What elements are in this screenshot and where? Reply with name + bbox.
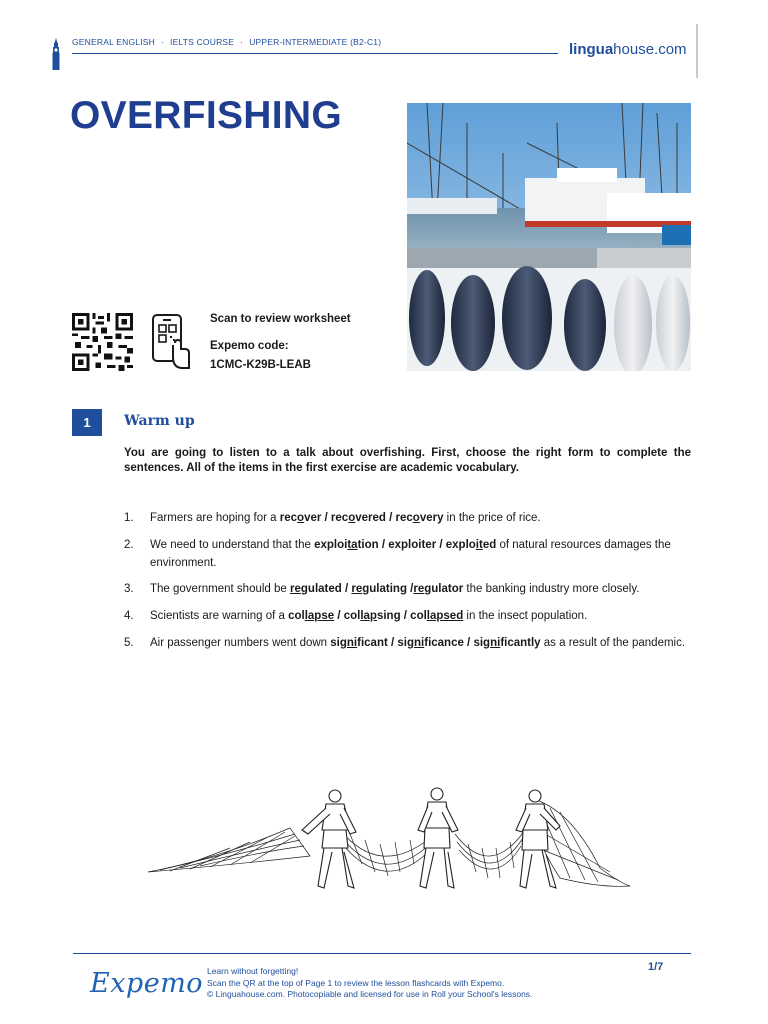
brand-logo[interactable] xyxy=(569,41,687,58)
stress-mark: ni xyxy=(414,637,425,649)
stress-mark: lapsed xyxy=(426,610,464,622)
exercise-item xyxy=(124,509,691,527)
harbour-photo xyxy=(407,103,691,371)
sentence-end: in the insect population. xyxy=(463,610,588,622)
choice-part: g xyxy=(300,583,308,595)
word-choices[interactable] xyxy=(290,583,463,595)
sentence-start: Air passenger numbers went down xyxy=(150,637,331,649)
stress-mark: o xyxy=(297,512,305,524)
sentence-start: The government should be xyxy=(150,583,291,595)
breadcrumb-level[interactable]: UPPER-INTERMEDIATE (B2-C1) xyxy=(249,37,382,47)
phone-scan-icon xyxy=(151,313,191,371)
choice-part: sing / col xyxy=(376,610,427,622)
exercise-number: 1. xyxy=(124,512,134,524)
sentence-start: Scientists are warning of a xyxy=(150,610,289,622)
stress-mark: re xyxy=(351,583,363,595)
stress-mark: o xyxy=(348,512,356,524)
exercise-number: 4. xyxy=(124,610,134,622)
choice-part: gulating / xyxy=(362,583,414,595)
exercise-item xyxy=(124,536,691,572)
section-instructions: You are going to listen to a talk about overfishing. First, choose the right form to complete the sentences. All of the items in the first exercise are academic vocabulary. xyxy=(124,447,691,474)
breadcrumb-ielts-course[interactable]: IELTS COURSE xyxy=(170,37,235,47)
stress-mark: lapse xyxy=(304,610,335,622)
choice-part: col xyxy=(288,610,305,622)
brand-divider xyxy=(696,24,698,78)
exercise-item xyxy=(124,634,691,652)
choice-part: exploi xyxy=(314,539,348,551)
stress-mark: ni xyxy=(490,637,501,649)
sentence-end: as a result of the pandemic. xyxy=(540,637,686,649)
exercise-item xyxy=(124,607,691,625)
exercise-list xyxy=(124,509,691,660)
breadcrumb-general-english[interactable]: GENERAL ENGLISH xyxy=(72,37,155,47)
sentence-end: the banking industry more closely. xyxy=(463,583,640,595)
page-number: 1/7 xyxy=(648,961,664,973)
choice-part: ulated / xyxy=(307,583,352,595)
expemo-code-value: 1CMC-K29B-LEAB xyxy=(210,359,311,371)
stress-mark: it xyxy=(475,539,483,551)
breadcrumb-separator: · xyxy=(161,37,165,47)
exercise-number: 2. xyxy=(124,539,134,551)
choice-part: ter / explo xyxy=(421,539,476,551)
section-title: Warm up xyxy=(124,413,195,429)
exercise-number: 5. xyxy=(124,637,134,649)
exercise-sentence xyxy=(150,607,691,625)
choice-part: sig xyxy=(330,637,347,649)
stress-mark: ta xyxy=(347,539,358,551)
page-title: OVERFISHING xyxy=(70,94,342,137)
choice-part: very xyxy=(419,512,444,524)
choice-part: ed xyxy=(482,539,497,551)
choice-part: ficantly xyxy=(500,637,541,649)
word-choices[interactable] xyxy=(314,539,496,551)
stress-mark: re xyxy=(413,583,425,595)
word-choices[interactable] xyxy=(280,512,444,524)
section-number: 1 xyxy=(72,409,102,436)
brand-logo-bold: lingua xyxy=(569,41,614,58)
scan-label: Scan to review worksheet xyxy=(210,313,351,325)
sentence-end: in the price of rice. xyxy=(443,512,541,524)
page-header xyxy=(50,34,700,82)
header-divider xyxy=(72,53,558,54)
sentence-start: Farmers are hoping for a xyxy=(150,512,280,524)
sentence-end: of natural resources damages the environment. xyxy=(150,539,671,569)
stress-mark: ni xyxy=(346,637,358,649)
fishermen-net-illustration xyxy=(130,768,640,918)
breadcrumb-separator: · xyxy=(240,37,244,47)
qr-code-icon[interactable] xyxy=(72,313,133,371)
stress-mark: lap xyxy=(360,610,377,622)
choice-part: ver / rec xyxy=(304,512,349,524)
exercise-sentence xyxy=(150,580,691,598)
footer-text xyxy=(207,966,532,1001)
choice-part: ficance / sig xyxy=(424,637,491,649)
choice-part: ficant / sig xyxy=(357,637,414,649)
expemo-logo[interactable]: Expemo xyxy=(90,968,204,999)
footer-tagline: Learn without forgetting! xyxy=(207,966,299,976)
word-choices[interactable] xyxy=(330,637,540,649)
footer-copyright: © Linguahouse.com. Photocopiable and licensed for use in Roll your School's lessons. xyxy=(207,989,533,999)
choice-part: vered / rec xyxy=(355,512,413,524)
choice-part: / col xyxy=(334,610,361,622)
stress-mark: o xyxy=(412,512,420,524)
breadcrumb xyxy=(72,37,381,47)
choice-part: tion / exploi xyxy=(357,539,422,551)
footer-divider xyxy=(73,953,691,954)
expemo-code-label: Expemo code: xyxy=(210,340,289,352)
word-choices[interactable] xyxy=(288,610,463,622)
stress-mark: re xyxy=(290,583,301,595)
brand-logo-rest: house.com xyxy=(613,41,687,58)
choice-part: gulator xyxy=(424,583,464,595)
exercise-sentence xyxy=(150,509,691,527)
footer-qr-note: Scan the QR at the top of Page 1 to review the lesson flashcards with Expemo. xyxy=(207,977,505,988)
exercise-item xyxy=(124,580,691,598)
big-ben-icon xyxy=(50,38,62,70)
sentence-start: We need to understand that the xyxy=(150,539,315,551)
choice-part: rec xyxy=(279,512,298,524)
exercise-sentence xyxy=(150,536,691,572)
exercise-number: 3. xyxy=(124,583,134,595)
exercise-sentence xyxy=(150,634,691,652)
